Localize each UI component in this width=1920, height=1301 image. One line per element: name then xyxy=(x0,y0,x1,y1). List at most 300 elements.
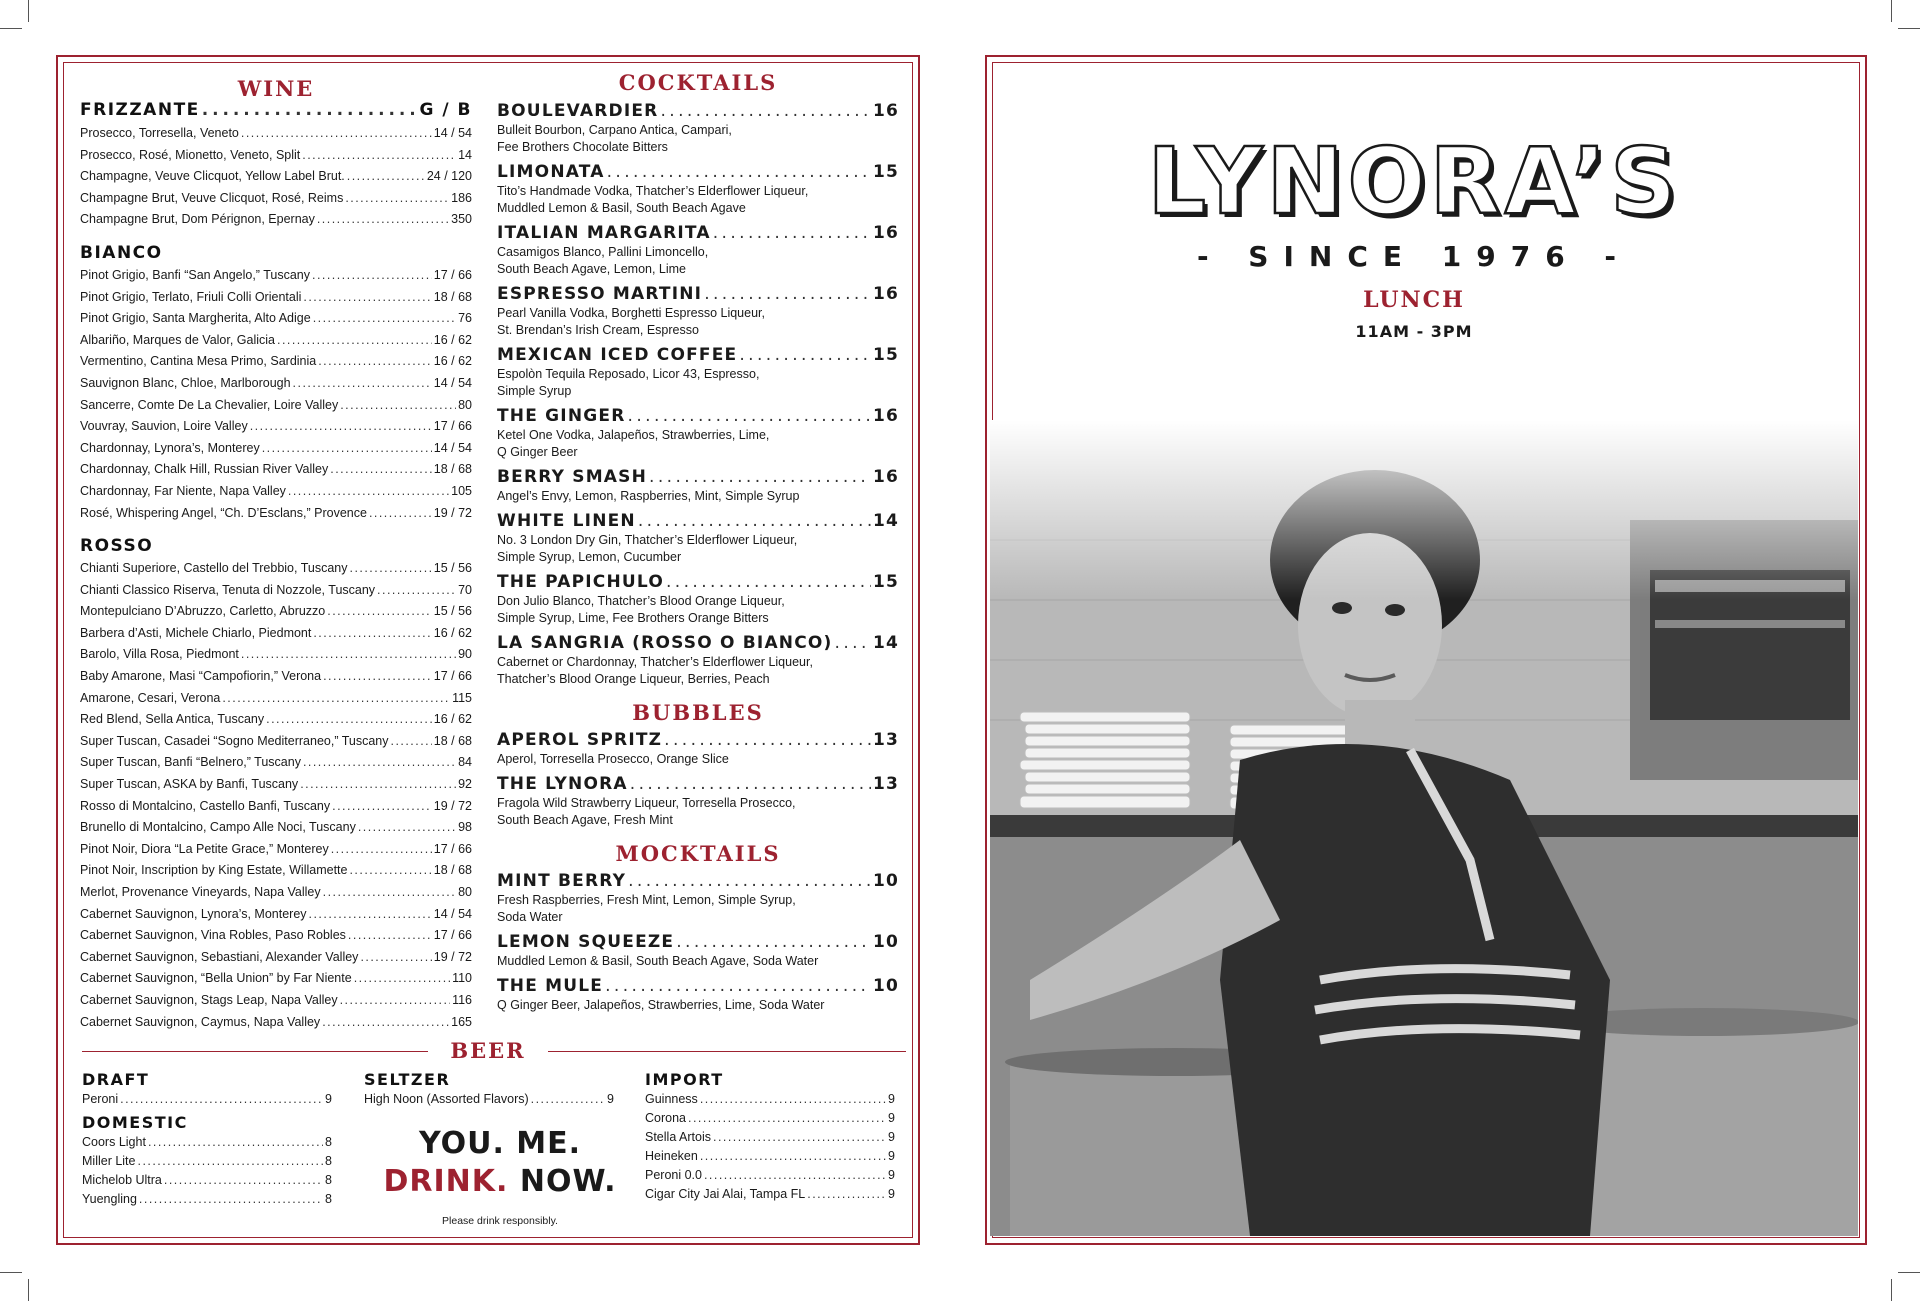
beer-category-domestic: DOMESTIC xyxy=(82,1113,188,1132)
wine-item-price: 350 xyxy=(451,212,472,227)
slogan-drink: DRINK. xyxy=(383,1164,509,1199)
dot-leader xyxy=(303,752,456,774)
cocktails-item xyxy=(497,344,899,400)
wine-item-price: 19 / 72 xyxy=(433,798,472,813)
since-tagline: - SINCE 1976 - xyxy=(1196,240,1632,273)
beer-item-price: 9 xyxy=(888,1092,895,1106)
wine-item-price: 18 / 68 xyxy=(433,462,472,477)
wine-item-price: 14 / 54 xyxy=(433,440,472,455)
wine-item-name: Sancerre, Comte De La Chevalier, Loire Valley xyxy=(80,397,339,412)
beer-item xyxy=(364,1090,614,1109)
beer-item xyxy=(82,1190,332,1209)
dot-leader xyxy=(607,161,871,183)
cocktails-title-price: 16 xyxy=(872,223,899,243)
dot-leader xyxy=(164,1171,323,1190)
mocktails-title-name: THE MULE xyxy=(497,976,604,996)
wine-item xyxy=(80,330,472,352)
wine-item xyxy=(80,925,472,947)
dot-leader xyxy=(369,503,432,525)
wine-item xyxy=(80,904,472,926)
cocktails-item xyxy=(497,405,899,461)
dot-leader xyxy=(700,1147,886,1166)
cocktails-description xyxy=(497,593,899,627)
wine-item-price: 76 xyxy=(458,311,472,326)
wine-item-price: 19 / 72 xyxy=(433,505,472,520)
wine-item-name: Chardonnay, Chalk Hill, Russian River Valley xyxy=(80,462,329,477)
description-line: Ketel One Vodka, Jalapeños, Strawberries, Lime, xyxy=(497,428,770,442)
wine-item xyxy=(80,287,472,309)
beer-item-name: Peroni xyxy=(82,1092,119,1106)
dot-leader xyxy=(377,580,456,602)
wine-item-name: Super Tuscan, Casadei “Sogno Mediterraneo,” Tuscany xyxy=(80,733,389,748)
dot-leader xyxy=(354,968,450,990)
bubbles-item xyxy=(497,729,899,768)
description-line: Q Ginger Beer, Jalapeños, Strawberries, Lime, Soda Water xyxy=(497,998,825,1012)
cocktails-title-name: BOULEVARDIER xyxy=(497,101,659,121)
wine-item xyxy=(80,481,472,503)
dot-leader xyxy=(303,287,431,309)
bubbles-heading: BUBBLES xyxy=(632,700,764,725)
wine-item xyxy=(80,188,472,210)
responsibility-note: Please drink responsibly. xyxy=(442,1215,558,1227)
dot-leader xyxy=(138,1152,324,1171)
slogan-line1: YOU. ME. xyxy=(418,1126,582,1161)
wine-item xyxy=(80,644,472,666)
mocktails-title-price: 10 xyxy=(872,932,899,952)
beer-item-price: 8 xyxy=(325,1154,332,1168)
wine-item xyxy=(80,817,472,839)
beer-item xyxy=(645,1109,895,1128)
dot-leader xyxy=(323,666,432,688)
dot-leader xyxy=(628,870,871,892)
description-line: Thatcher’s Blood Orange Liqueur, Berries, Peach xyxy=(497,672,770,686)
wine-item-name: Cabernet Sauvignon, Lynora’s, Monterey xyxy=(80,906,307,921)
wine-item-name: Baby Amarone, Masi “Campofiorin,” Verona xyxy=(80,669,322,684)
cocktails-heading: COCKTAILS xyxy=(618,70,778,95)
dot-leader xyxy=(713,1128,886,1147)
wine-item-price: 17 / 66 xyxy=(433,267,472,282)
cocktails-description xyxy=(497,122,899,156)
dot-leader xyxy=(531,1090,605,1109)
wine-item xyxy=(80,623,472,645)
wine-item-name: Albariño, Marques de Valor, Galicia xyxy=(80,332,276,347)
dot-leader xyxy=(318,351,432,373)
beer-item xyxy=(645,1147,895,1166)
cocktails-title-price: 14 xyxy=(872,633,899,653)
wine-item-name: Sauvignon Blanc, Chloe, Marlborough xyxy=(80,375,291,390)
beer-item-name: Stella Artois xyxy=(645,1130,712,1144)
dot-leader xyxy=(391,731,432,753)
kitchen-photo-illustration xyxy=(990,420,1858,1236)
wine-item-price: 14 / 54 xyxy=(433,906,472,921)
dot-leader xyxy=(262,438,432,460)
beer-divider-right xyxy=(548,1051,906,1052)
wine-item-name: Cabernet Sauvignon, Stags Leap, Napa Valley xyxy=(80,992,338,1007)
mocktails-item xyxy=(497,975,899,1014)
cocktails-title xyxy=(497,100,899,122)
cocktails-title-price: 16 xyxy=(872,101,899,121)
cocktails-title xyxy=(497,510,899,532)
beer-item-price: 8 xyxy=(325,1135,332,1149)
description-line: Simple Syrup, Lemon, Cucumber xyxy=(497,550,682,564)
dot-leader xyxy=(293,373,432,395)
dot-leader xyxy=(312,265,432,287)
wine-item xyxy=(80,709,472,731)
wine-item-price: 165 xyxy=(451,1014,472,1029)
cocktails-title-name: THE GINGER xyxy=(497,406,626,426)
cocktails-title xyxy=(497,222,899,244)
description-line: Fresh Raspberries, Fresh Mint, Lemon, Simple Syrup, xyxy=(497,893,796,907)
dot-leader xyxy=(649,466,871,488)
cocktails-title xyxy=(497,283,899,305)
dot-leader xyxy=(713,222,871,244)
beer-item-name: Guinness xyxy=(645,1092,698,1106)
wine-item-name: Montepulciano D’Abruzzo, Carletto, Abruzzo xyxy=(80,604,326,619)
dot-leader xyxy=(302,145,456,167)
description-line: South Beach Agave, Lemon, Lime xyxy=(497,262,687,276)
cocktails-title-price: 14 xyxy=(872,511,899,531)
dot-leader xyxy=(676,931,871,953)
wine-item-price: 16 / 62 xyxy=(433,354,472,369)
dot-leader xyxy=(664,729,871,751)
beer-item xyxy=(82,1133,332,1152)
description-line: South Beach Agave, Fresh Mint xyxy=(497,813,673,827)
wine-item xyxy=(80,774,472,796)
wine-item-price: 80 xyxy=(458,885,472,899)
bubbles-title-price: 13 xyxy=(872,730,899,750)
cocktails-title-price: 16 xyxy=(872,284,899,304)
beer-item-price: 9 xyxy=(888,1168,895,1182)
description-line: Bulleit Bourbon, Carpano Antica, Campari, xyxy=(497,123,732,137)
dot-leader xyxy=(327,601,432,623)
wine-item xyxy=(80,839,472,861)
dot-leader xyxy=(120,1090,323,1109)
cocktails-title-name: THE PAPICHULO xyxy=(497,572,664,592)
wine-item xyxy=(80,796,472,818)
beer-item-name: Michelob Ultra xyxy=(82,1173,162,1187)
mocktails-description xyxy=(497,892,899,926)
wine-item-price: 84 xyxy=(458,755,472,770)
dot-leader xyxy=(288,481,449,503)
cocktails-item xyxy=(497,283,899,339)
wine-item-name: Prosecco, Torresella, Veneto xyxy=(80,126,239,140)
dot-leader xyxy=(148,1133,323,1152)
dot-leader xyxy=(313,623,431,645)
dot-leader xyxy=(139,1190,323,1209)
dot-leader xyxy=(628,405,871,427)
wine-item-name: Champagne, Veuve Clicquot, Yellow Label Brut. xyxy=(80,169,345,184)
wine-item xyxy=(80,688,472,710)
wine-item-price: 18 / 68 xyxy=(433,863,472,878)
wine-category-bianco: BIANCO xyxy=(80,242,163,263)
wine-list xyxy=(80,100,472,1045)
wine-item-price: 17 / 66 xyxy=(433,841,472,856)
crop-mark xyxy=(28,1279,29,1301)
wine-category-rosso: ROSSO xyxy=(80,536,154,557)
wine-item-name: Cabernet Sauvignon, “Bella Union” by Far Niente xyxy=(80,971,352,986)
beer-item xyxy=(645,1128,895,1147)
wine-item-price: 17 / 66 xyxy=(433,669,472,684)
cocktails-title-price: 16 xyxy=(872,467,899,487)
description-line: Soda Water xyxy=(497,910,563,924)
mocktails-title xyxy=(497,931,899,953)
wine-item-price: 14 / 54 xyxy=(433,375,472,390)
description-line: Casamigos Blanco, Pallini Limoncello, xyxy=(497,245,709,259)
bubbles-title xyxy=(497,729,899,751)
wine-item-price: 19 / 72 xyxy=(433,949,472,964)
wine-item xyxy=(80,580,472,602)
mocktails-description xyxy=(497,953,899,970)
wine-item-name: Super Tuscan, Banfi “Belnero,” Tuscany xyxy=(80,755,301,770)
description-line: Pearl Vanilla Vodka, Borghetti Espresso Liqueur, xyxy=(497,306,765,320)
dot-leader xyxy=(250,416,432,438)
dot-leader xyxy=(332,796,432,818)
cocktails-item xyxy=(497,161,899,217)
beer-divider-left xyxy=(82,1051,428,1052)
wine-item xyxy=(80,990,472,1012)
wine-item-name: Rosso di Montalcino, Castello Banfi, Tuscany xyxy=(80,798,331,813)
cocktails-title-name: WHITE LINEN xyxy=(497,511,636,531)
beer-seltzer xyxy=(364,1070,614,1109)
beer-item-name: Miller Lite xyxy=(82,1154,136,1168)
cocktails-title-name: LA SANGRIA (ROSSO O BIANCO) xyxy=(497,633,833,653)
slogan xyxy=(370,1125,630,1201)
brand-logo: LYNORA’S xyxy=(1147,128,1681,235)
wine-item xyxy=(80,209,472,231)
beer-item xyxy=(82,1152,332,1171)
dot-leader xyxy=(241,123,432,145)
wine-item-price: 186 xyxy=(451,190,472,205)
dot-leader xyxy=(704,1166,886,1185)
cocktails-item xyxy=(497,466,899,505)
dot-leader xyxy=(331,839,432,861)
wine-item xyxy=(80,666,472,688)
beer-item xyxy=(645,1090,895,1109)
dot-leader xyxy=(345,188,449,210)
wine-item xyxy=(80,752,472,774)
beer-item-price: 9 xyxy=(888,1187,895,1201)
wine-item-name: Pinot Noir, Diora “La Petite Grace,” Monterey xyxy=(80,841,329,856)
wine-item xyxy=(80,968,472,990)
wine-item xyxy=(80,882,472,904)
wine-item-price: 16 / 62 xyxy=(433,625,472,640)
bubbles-title-name: THE LYNORA xyxy=(497,774,628,794)
cocktails-title-name: ESPRESSO MARTINI xyxy=(497,284,703,304)
description-line: Espolòn Tequila Reposado, Licor 43, Espresso, xyxy=(497,367,760,381)
wine-item-price: 116 xyxy=(452,992,472,1007)
bubbles-item xyxy=(497,773,899,829)
dot-leader xyxy=(739,344,871,366)
wine-item xyxy=(80,459,472,481)
wine-item xyxy=(80,731,472,753)
description-line: No. 3 London Dry Gin, Thatcher’s Elderflower Liqueur, xyxy=(497,533,798,547)
slogan-now: NOW. xyxy=(519,1164,617,1199)
beer-item-name: Coors Light xyxy=(82,1135,146,1149)
dot-leader xyxy=(330,459,432,481)
dot-leader xyxy=(347,166,425,188)
dot-leader xyxy=(317,209,449,231)
dot-leader xyxy=(222,688,450,710)
description-line: Fragola Wild Strawberry Liqueur, Torresella Prosecco, xyxy=(497,796,796,810)
dot-leader xyxy=(360,947,431,969)
wine-item-name: Cabernet Sauvignon, Vina Robles, Paso Robles xyxy=(80,928,346,943)
dot-leader xyxy=(300,774,456,796)
menu-hours: 11AM - 3PM xyxy=(1355,322,1473,341)
wine-item-price: 115 xyxy=(452,690,472,705)
wine-item-price: 70 xyxy=(458,582,472,597)
wine-item-name: Pinot Noir, Inscription by King Estate, Willamette xyxy=(80,863,348,878)
wine-item xyxy=(80,265,472,287)
wine-item-name: Amarone, Cesari, Verona xyxy=(80,690,221,705)
wine-item-name: Vermentino, Cantina Mesa Primo, Sardinia xyxy=(80,354,317,369)
beer-category-seltzer: SELTZER xyxy=(364,1070,451,1089)
wine-item-name: Rosé, Whispering Angel, “Ch. D’Esclans,” Provence xyxy=(80,505,367,520)
beer-import xyxy=(645,1070,895,1204)
vintage-kitchen-photo xyxy=(990,420,1858,1236)
dot-leader xyxy=(277,330,432,352)
dot-leader xyxy=(322,1012,449,1034)
description-line: Fee Brothers Chocolate Bitters xyxy=(497,140,668,154)
crop-mark xyxy=(1898,28,1920,29)
mocktails-description xyxy=(497,997,899,1014)
beer-item xyxy=(645,1166,895,1185)
cocktails-description xyxy=(497,305,899,339)
wine-item-price: 110 xyxy=(452,971,472,986)
beer-item-name: High Noon (Assorted Flavors) xyxy=(364,1092,529,1106)
wine-category-frizzante xyxy=(80,100,472,120)
wine-item xyxy=(80,1012,472,1034)
bubbles-title-name: APEROL SPRITZ xyxy=(497,730,663,750)
wine-item-price: 92 xyxy=(458,777,472,792)
wine-item-name: Chianti Superiore, Castello del Trebbio, Tuscany xyxy=(80,561,348,576)
dot-leader xyxy=(660,100,870,122)
description-line: Muddled Lemon & Basil, South Beach Agave xyxy=(497,201,746,215)
beer-item-name: Heineken xyxy=(645,1149,698,1163)
wine-group-frizzante xyxy=(80,100,472,231)
wine-item xyxy=(80,601,472,623)
dot-leader xyxy=(266,709,432,731)
cocktails-title-price: 16 xyxy=(872,406,899,426)
cocktails-title-price: 15 xyxy=(872,345,899,365)
wine-item-price: 14 / 54 xyxy=(433,126,472,140)
beer-item-price: 9 xyxy=(607,1092,614,1106)
wine-item xyxy=(80,351,472,373)
description-line: Simple Syrup, Lime, Fee Brothers Orange Bitters xyxy=(497,611,769,625)
wine-item-price: 17 / 66 xyxy=(433,928,472,943)
wine-item-price: 80 xyxy=(458,397,472,412)
description-line: Tito’s Handmade Vodka, Thatcher’s Elderflower Liqueur, xyxy=(497,184,809,198)
dot-leader xyxy=(241,644,456,666)
cocktails-title-price: 15 xyxy=(872,572,899,592)
mocktails-title xyxy=(497,975,899,997)
dot-leader xyxy=(340,395,456,417)
bubbles-description xyxy=(497,751,899,768)
wine-item-price: 24 / 120 xyxy=(426,169,472,184)
beer-item-name: Cigar City Jai Alai, Tampa FL xyxy=(645,1187,806,1201)
wine-item xyxy=(80,416,472,438)
cocktails-item xyxy=(497,222,899,278)
beer-item-price: 9 xyxy=(888,1130,895,1144)
crop-mark xyxy=(1891,1279,1892,1301)
cocktails-description xyxy=(497,654,899,688)
wine-item-name: Champagne Brut, Dom Pérignon, Epernay xyxy=(80,212,315,227)
wine-item xyxy=(80,860,472,882)
cocktails-description xyxy=(497,366,899,400)
wine-item-price: 14 xyxy=(458,147,472,162)
cocktails-title xyxy=(497,632,899,654)
wine-item xyxy=(80,308,472,330)
dot-leader xyxy=(666,571,871,593)
wine-item-name: Pinot Grigio, Terlato, Friuli Colli Orientali xyxy=(80,289,302,304)
cocktail-list xyxy=(497,100,899,1019)
wine-category-frizzante-name: FRIZZANTE xyxy=(80,100,200,120)
beer-item-name: Yuengling xyxy=(82,1192,137,1206)
dot-leader xyxy=(202,100,418,120)
mocktails-title-name: MINT BERRY xyxy=(497,871,627,891)
description-line: Q Ginger Beer xyxy=(497,445,578,459)
beer-item-name: Peroni 0.0 xyxy=(645,1168,702,1182)
dot-leader xyxy=(605,975,871,997)
wine-item-price: 16 / 62 xyxy=(433,712,472,727)
wine-item-price: 90 xyxy=(458,647,472,662)
wine-item-name: Chardonnay, Far Niente, Napa Valley xyxy=(80,483,286,498)
mocktails-heading: MOCKTAILS xyxy=(615,841,781,866)
wine-item-name: Super Tuscan, ASKA by Banfi, Tuscany xyxy=(80,777,299,792)
mocktails-title-name: LEMON SQUEEZE xyxy=(497,932,675,952)
dot-leader xyxy=(350,558,432,580)
wine-item-name: Prosecco, Rosé, Mionetto, Veneto, Split xyxy=(80,147,301,162)
dot-leader xyxy=(630,773,871,795)
wine-item xyxy=(80,123,472,145)
cocktails-item xyxy=(497,510,899,566)
description-line: Aperol, Torresella Prosecco, Orange Slice xyxy=(497,752,729,766)
cocktails-item xyxy=(497,100,899,156)
beer-category-draft: DRAFT xyxy=(82,1070,150,1089)
cocktails-title xyxy=(497,161,899,183)
beer-heading: BEER xyxy=(450,1038,526,1063)
cocktails-title xyxy=(497,344,899,366)
menu-title: LUNCH xyxy=(1363,287,1465,313)
cocktails-title-name: MEXICAN ICED COFFEE xyxy=(497,345,738,365)
description-line: Muddled Lemon & Basil, South Beach Agave, Soda Water xyxy=(497,954,819,968)
cocktails-description xyxy=(497,488,899,505)
wine-item-name: Vouvray, Sauvion, Loire Valley xyxy=(80,419,248,434)
crop-mark xyxy=(0,28,22,29)
beer-draft-domestic xyxy=(82,1070,332,1209)
wine-item-name: Brunello di Montalcino, Campo Alle Noci, Tuscany xyxy=(80,820,356,835)
wine-item-price: 15 / 56 xyxy=(433,561,472,576)
mocktails-item xyxy=(497,870,899,926)
bubbles-title-price: 13 xyxy=(872,774,899,794)
beer-item-price: 9 xyxy=(888,1111,895,1125)
description-line: Simple Syrup xyxy=(497,384,572,398)
description-line: Don Julio Blanco, Thatcher’s Blood Orange Liqueur, xyxy=(497,594,785,608)
beer-item-price: 8 xyxy=(325,1173,332,1187)
beer-item xyxy=(82,1090,332,1109)
dot-leader xyxy=(323,882,456,904)
wine-item-name: Chardonnay, Lynora’s, Monterey xyxy=(80,440,260,455)
beer-item xyxy=(645,1185,895,1204)
cocktails-description xyxy=(497,532,899,566)
cocktails-description xyxy=(497,244,899,278)
crop-mark xyxy=(1898,1272,1920,1273)
cocktails-title xyxy=(497,466,899,488)
wine-item-price: 18 / 68 xyxy=(433,289,472,304)
cocktails-item xyxy=(497,571,899,627)
description-line: Angel’s Envy, Lemon, Raspberries, Mint, Simple Syrup xyxy=(497,489,800,503)
cocktails-description xyxy=(497,427,899,461)
beer-item-name: Corona xyxy=(645,1111,686,1125)
